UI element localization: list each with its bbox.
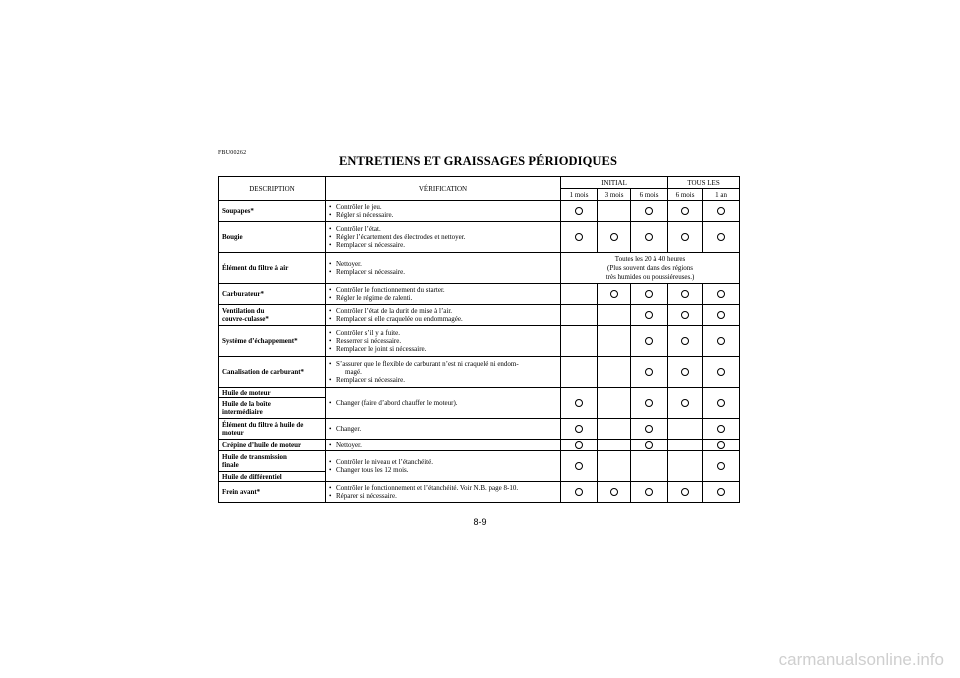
check-item: • Régler le régime de ralenti. <box>329 294 557 302</box>
item-name: Huile de la boîte intermédiaire <box>219 398 326 419</box>
maintenance-mark-icon <box>645 488 653 496</box>
maintenance-mark-icon <box>717 488 725 496</box>
maintenance-mark-icon <box>645 233 653 241</box>
check-item: • Remplacer si elle craquelée ou endommagée. <box>329 315 557 323</box>
table-row <box>219 326 740 357</box>
maintenance-mark-icon <box>575 399 583 407</box>
maintenance-mark-icon <box>645 441 653 449</box>
maintenance-mark-icon <box>645 337 653 345</box>
header-period: 6 mois <box>631 189 668 201</box>
item-name: Canalisation de carburant* <box>219 357 326 388</box>
maintenance-mark-icon <box>681 488 689 496</box>
watermark: carmanualsonline.info <box>778 650 944 669</box>
item-name: Crépine d’huile de moteur <box>219 440 326 451</box>
maintenance-mark-icon <box>610 233 618 241</box>
maintenance-mark-icon <box>717 462 725 470</box>
item-name: Système d’échappement* <box>219 326 326 357</box>
item-name: Élément du filtre à air <box>219 253 326 284</box>
check-item: • Remplacer le joint si nécessaire. <box>329 345 557 353</box>
maintenance-mark-icon <box>575 425 583 433</box>
check-item: • Remplacer si nécessaire. <box>329 376 557 384</box>
item-name: Soupapes* <box>219 201 326 222</box>
maintenance-mark-icon <box>681 207 689 215</box>
check-item: • Nettoyer. <box>329 441 557 449</box>
item-name: Bougie <box>219 222 326 253</box>
item-name: Huile de moteur <box>219 388 326 398</box>
check-item: • Contrôler s’il y a fuite. <box>329 329 557 337</box>
check-item: • Changer tous les 12 mois. <box>329 466 557 474</box>
maintenance-mark-icon <box>681 368 689 376</box>
check-item: • Changer (faire d’abord chauffer le moteur). <box>329 399 557 407</box>
table-row <box>219 419 740 440</box>
maintenance-mark-icon <box>717 233 725 241</box>
maintenance-mark-icon <box>717 337 725 345</box>
item-name: Carburateur* <box>219 284 326 305</box>
check-item: • Régler l’écartement des électrodes et nettoyer. <box>329 233 557 241</box>
maintenance-mark-icon <box>645 399 653 407</box>
check-item: • Contrôler le fonctionnement et l’étanchéité. Voir N.B. page 8-10. <box>329 484 557 492</box>
maintenance-mark-icon <box>717 311 725 319</box>
maintenance-mark-icon <box>717 290 725 298</box>
check-item: • Réparer si nécessaire. <box>329 492 557 500</box>
check-item: • Changer. <box>329 425 557 433</box>
maintenance-mark-icon <box>681 337 689 345</box>
item-name: Élément du filtre à huile de moteur <box>219 419 326 440</box>
check-item-continued: magé. <box>345 368 362 376</box>
table-row <box>219 388 740 398</box>
table-row <box>219 357 740 388</box>
item-name: Huile de différentiel <box>219 472 326 482</box>
maintenance-mark-icon <box>610 290 618 298</box>
maintenance-mark-icon <box>575 233 583 241</box>
header-period: 1 an <box>703 189 740 201</box>
maintenance-mark-icon <box>681 233 689 241</box>
item-name: Huile de transmission finale <box>219 451 326 472</box>
table-row <box>219 253 740 284</box>
header-period: 6 mois <box>668 189 703 201</box>
header-period: 1 mois <box>561 189 598 201</box>
header-period: 3 mois <box>598 189 631 201</box>
check-item: • Remplacer si nécessaire. <box>329 268 557 276</box>
check-item: • Resserrer si nécessaire. <box>329 337 557 345</box>
maintenance-mark-icon <box>645 368 653 376</box>
check-item: • Contrôler l’état. <box>329 225 557 233</box>
interval-note: Toutes les 20 à 40 heures (Plus souvent dans des régions très humides ou poussiéreuses.) <box>561 253 740 284</box>
table-row <box>219 222 740 253</box>
maintenance-mark-icon <box>645 290 653 298</box>
maintenance-mark-icon <box>575 207 583 215</box>
header-description: DESCRIPTION <box>219 177 326 201</box>
maintenance-mark-icon <box>645 207 653 215</box>
table-row <box>219 440 740 451</box>
document-code: FBU00262 <box>218 150 247 156</box>
maintenance-table <box>218 176 740 503</box>
table-row <box>219 451 740 472</box>
check-item: • Contrôler le fonctionnement du starter. <box>329 286 557 294</box>
page-number: 8-9 <box>473 517 487 527</box>
table-row <box>219 305 740 326</box>
page-title: ENTRETIENS ET GRAISSAGES PÉRIODIQUES <box>338 154 618 168</box>
maintenance-mark-icon <box>575 462 583 470</box>
maintenance-mark-icon <box>610 488 618 496</box>
maintenance-mark-icon <box>717 368 725 376</box>
item-name: Frein avant* <box>219 482 326 503</box>
check-item: • Contrôler le niveau et l’étanchéité. <box>329 458 557 466</box>
maintenance-mark-icon <box>681 290 689 298</box>
check-item: • Nettoyer. <box>329 260 557 268</box>
check-item: • Régler si nécessaire. <box>329 211 557 219</box>
header-verification: VÉRIFICATION <box>326 177 561 201</box>
maintenance-mark-icon <box>575 488 583 496</box>
maintenance-mark-icon <box>717 425 725 433</box>
table-row <box>219 284 740 305</box>
maintenance-mark-icon <box>645 425 653 433</box>
header-every: TOUS LES <box>668 177 740 189</box>
maintenance-mark-icon <box>681 399 689 407</box>
check-item: • Remplacer si nécessaire. <box>329 241 557 249</box>
maintenance-mark-icon <box>717 207 725 215</box>
table-row <box>219 201 740 222</box>
check-item: • Contrôler le jeu. <box>329 203 557 211</box>
maintenance-mark-icon <box>575 441 583 449</box>
check-item: • Contrôler l’état de la durit de mise à l’air. <box>329 307 557 315</box>
maintenance-mark-icon <box>717 441 725 449</box>
maintenance-mark-icon <box>681 311 689 319</box>
check-item: • S’assurer que le flexible de carburant n’est ni craquelé ni endom- <box>329 360 557 368</box>
header-initial: INITIAL <box>561 177 668 189</box>
table-row <box>219 482 740 503</box>
maintenance-mark-icon <box>645 311 653 319</box>
item-name: Ventilation du couvre-culasse* <box>219 305 326 326</box>
maintenance-mark-icon <box>717 399 725 407</box>
